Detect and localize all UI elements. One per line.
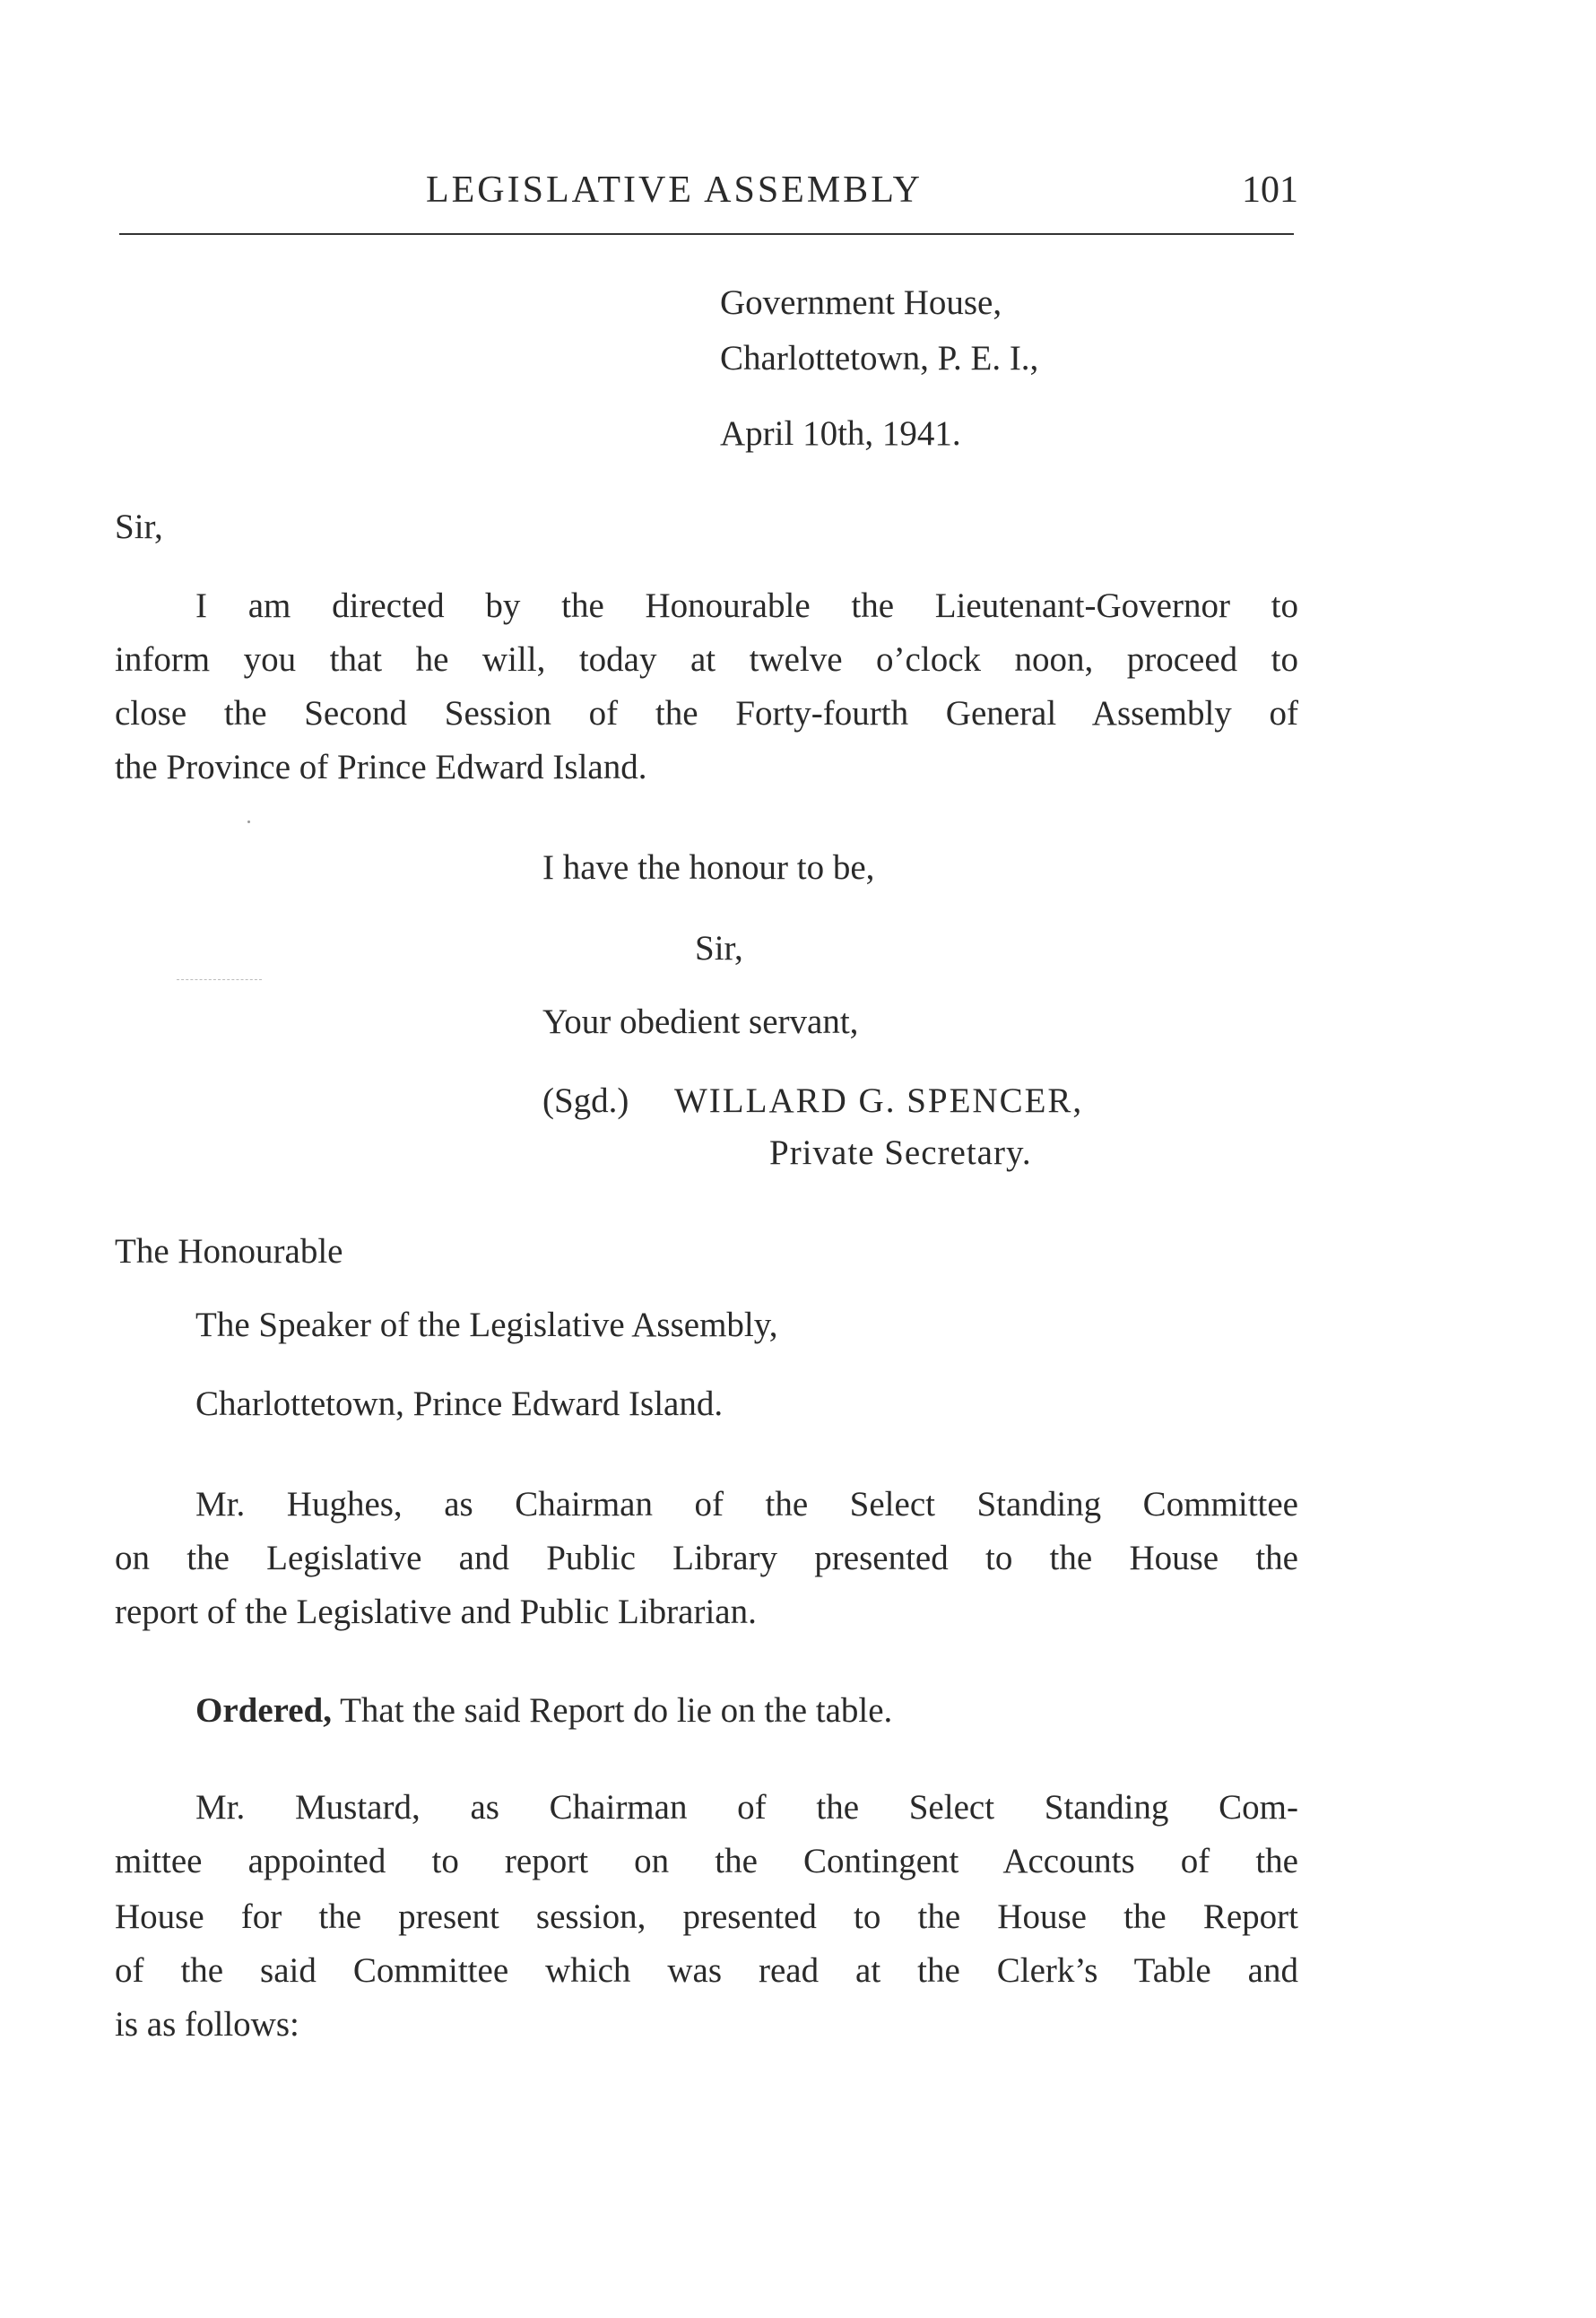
running-header-title: LEGISLATIVE ASSEMBLY: [426, 169, 923, 211]
hughes-paragraph-line-3: report of the Legislative and Public Librarian.: [115, 1593, 757, 1631]
closing-line-2: Sir,: [695, 929, 743, 968]
header-rule: [119, 233, 1294, 235]
mustard-paragraph-line-5: is as follows:: [115, 2005, 299, 2044]
hughes-paragraph-line-2: on the Legislative and Public Library presented to the House the: [115, 1539, 1298, 1577]
stray-dash-mark: [177, 979, 262, 980]
signed-prefix: (Sgd.): [542, 1081, 629, 1120]
address-line-1: Government House,: [720, 283, 1002, 322]
closing-line-1: I have the honour to be,: [542, 848, 875, 887]
address-line-3: April 10th, 1941.: [720, 414, 961, 453]
recipient-line-3: Charlottetown, Prince Edward Island.: [195, 1385, 724, 1423]
letter-body-line-2: inform you that he will, today at twelve o’clock noon, proceed to: [115, 640, 1298, 679]
page-number: 101: [1242, 169, 1298, 211]
hughes-paragraph-line-1: Mr. Hughes, as Chairman of the Select Standing Committee: [195, 1485, 1298, 1524]
signatory-title: Private Secretary.: [769, 1133, 1032, 1172]
letter-body-line-1: I am directed by the Honourable the Lieutenant-Governor to: [195, 586, 1298, 625]
address-line-2: Charlottetown, P. E. I.,: [720, 339, 1039, 378]
mustard-paragraph-line-3: House for the present session, presented to the House the Report: [115, 1897, 1298, 1936]
letter-body-line-3: close the Second Session of the Forty-fourth General Assembly of: [115, 694, 1298, 733]
ordered-label: Ordered,: [195, 1691, 333, 1730]
closing-line-3: Your obedient servant,: [542, 1003, 859, 1041]
signatory-name: WILLARD G. SPENCER,: [674, 1081, 1084, 1120]
stray-dot-mark: [247, 820, 250, 823]
letter-body-line-4: the Province of Prince Edward Island.: [115, 748, 647, 786]
mustard-paragraph-line-2: mittee appointed to report on the Contingent Accounts of the: [115, 1842, 1298, 1880]
recipient-line-2: The Speaker of the Legislative Assembly,: [195, 1306, 778, 1344]
recipient-line-1: The Honourable: [115, 1232, 343, 1271]
salutation: Sir,: [115, 508, 163, 546]
ordered-paragraph: [195, 1693, 892, 1728]
ordered-text: That the said Report do lie on the table.: [340, 1691, 893, 1730]
mustard-paragraph-line-1: Mr. Mustard, as Chairman of the Select Standing Com-: [195, 1788, 1298, 1827]
mustard-paragraph-line-4: of the said Committee which was read at the Clerk’s Table and: [115, 1951, 1298, 1990]
